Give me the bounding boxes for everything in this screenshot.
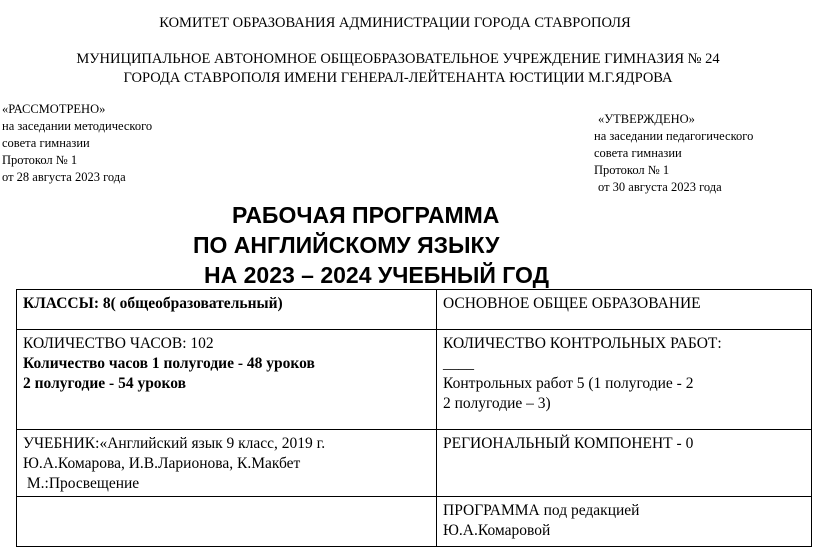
table-cell (437, 497, 812, 547)
approved-date: от 30 августа 2023 года (598, 180, 722, 194)
table-cell (17, 330, 437, 430)
textbook-publisher: М.:Просвещение (23, 475, 140, 492)
tests-label: КОЛИЧЕСТВО КОНТРОЛЬНЫХ РАБОТ: (443, 335, 722, 352)
table-cell (17, 497, 437, 547)
program-table (16, 289, 812, 547)
page-title-line3: НА 2023 – 2024 УЧЕБНЫЙ ГОД (204, 262, 549, 288)
education-level: ОСНОВНОЕ ОБЩЕЕ ОБРАЗОВАНИЕ (443, 295, 701, 312)
approved-protocol: Протокол № 1 (594, 163, 670, 177)
table-row (17, 497, 812, 547)
table-cell (437, 290, 812, 330)
committee-name: КОМИТЕТ ОБРАЗОВАНИЯ АДМИНИСТРАЦИИ ГОРОДА СТАВРОПОЛЯ (159, 15, 631, 31)
considered-protocol: Протокол № 1 (2, 153, 78, 167)
considered-title: «РАССМОТРЕНО» (2, 102, 106, 116)
school-name-line2: ГОРОДА СТАВРОПОЛЯ ИМЕНИ ГЕНЕРАЛ-ЛЕЙТЕНАНТА ЮСТИЦИИ М.Г.ЯДРОВА (123, 70, 673, 86)
table-cell (437, 430, 812, 497)
textbook-authors: Ю.А.Комарова, И.В.Ларионова, К.Макбет (23, 455, 301, 472)
considered-line1: на заседании методического (2, 119, 153, 133)
tests-second-half: 2 полугодие – 3) (443, 395, 551, 412)
hours-first-half: Количество часов 1 полугодие - 48 уроков (23, 355, 315, 372)
page-title-line1: РАБОЧАЯ ПРОГРАММА (232, 202, 500, 228)
approved-line1: на заседании педагогического (594, 129, 754, 143)
table-cell (17, 430, 437, 497)
table-row (17, 290, 812, 330)
table-row (17, 330, 812, 430)
considered-date: от 28 августа 2023 года (2, 170, 126, 184)
regional-component: РЕГИОНАЛЬНЫЙ КОМПОНЕНТ - 0 (443, 435, 694, 452)
table-cell (17, 290, 437, 330)
page-title-line2: ПО АНГЛИЙСКОМУ ЯЗЫКУ (193, 232, 500, 258)
classes-label: КЛАССЫ: 8( общеобразовательный) (23, 295, 283, 312)
hours-total: КОЛИЧЕСТВО ЧАСОВ: 102 (23, 335, 214, 352)
approved-line2: совета гимназии (594, 146, 682, 160)
table-cell (437, 330, 812, 430)
approved-block (594, 111, 753, 196)
school-name-line1: МУНИЦИПАЛЬНОЕ АВТОНОМНОЕ ОБЩЕОБРАЗОВАТЕЛЬНОЕ УЧРЕЖДЕНИЕ ГИМНАЗИЯ № 24 (76, 51, 720, 67)
textbook-title: УЧЕБНИК:«Английский язык 9 класс, 2019 г. (23, 435, 326, 452)
program-editor-name: Ю.А.Комаровой (443, 522, 551, 539)
table-row (17, 430, 812, 497)
considered-line2: совета гимназии (2, 136, 90, 150)
hours-second-half: 2 полугодие - 54 уроков (23, 375, 187, 392)
approved-title: «УТВЕРЖДЕНО» (598, 112, 695, 126)
tests-first-half: Контрольных работ 5 (1 полугодие - 2 (443, 375, 694, 392)
program-editor-label: ПРОГРАММА под редакцией (443, 502, 640, 519)
considered-block (2, 101, 152, 186)
tests-blank: ____ (443, 355, 474, 372)
